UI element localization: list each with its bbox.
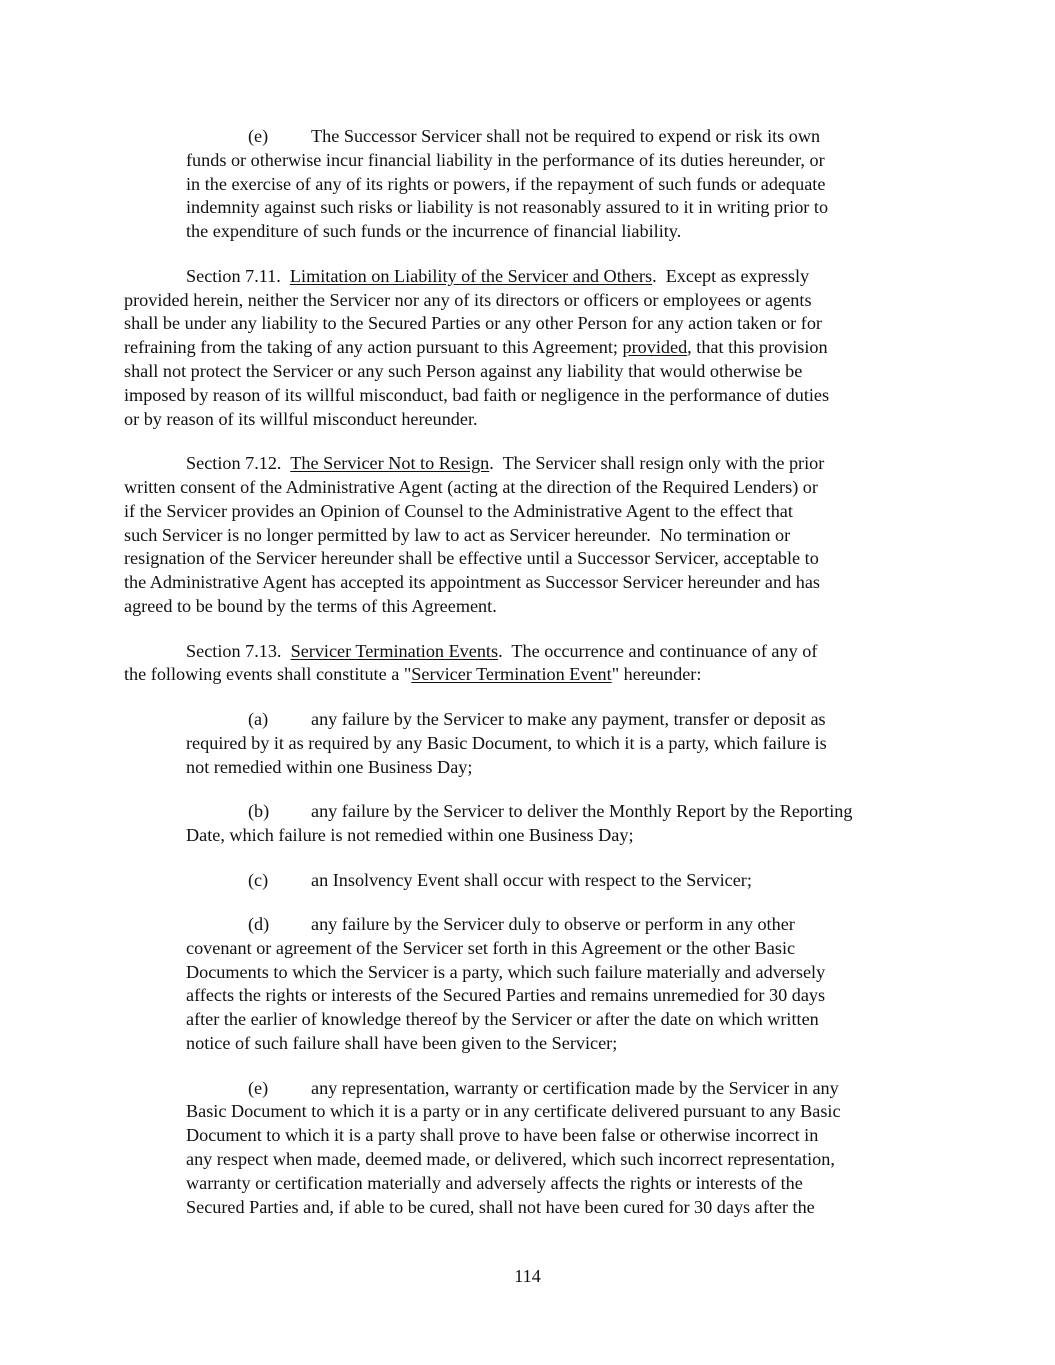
text-segment: Basic Document to which it is a party or in any certificate delivered pursuant to any Basic [186,1101,841,1122]
clause-paragraph [186,1077,934,1220]
text-line [186,984,934,1008]
text-line [124,336,934,360]
text-line [186,869,934,893]
text-line [186,1008,934,1032]
text-segment: such Servicer is no longer permitted by law to act as Servicer hereunder. No termination or [124,524,791,545]
text-line [124,640,934,664]
text-segment: not remedied within one Business Day; [186,756,473,777]
section-paragraph [124,265,934,432]
text-segment: or by reason of its willful misconduct hereunder. [124,408,478,429]
text-line [124,571,934,595]
text-line [124,312,934,336]
text-line [186,1077,934,1101]
text-line [186,732,934,756]
text-line [186,220,934,244]
section-paragraph [124,452,934,619]
text-segment: " hereunder: [611,664,702,685]
clause-label: (a) [248,708,269,729]
text-line [186,1124,934,1148]
text-segment: . Except as expressly [652,265,810,286]
text-line [186,149,934,173]
text-line [124,595,934,619]
text-segment: Documents to which the Servicer is a party, which such failure materially and adversely [186,961,826,982]
text-segment: the expenditure of such funds or the incurrence of financial liability. [186,221,682,242]
text-line [186,937,934,961]
text-segment: the following events shall constitute a " [124,664,412,685]
text-segment: . The Servicer shall resign only with the prior [489,453,825,474]
text-line [186,1100,934,1124]
text-segment: The Successor Servicer shall not be required to expend or risk its own [311,126,821,146]
defined-term-heading: Limitation on Liability of the Servicer and Others [289,265,653,286]
text-segment: , that this provision [687,337,828,358]
text-line [186,1172,934,1196]
document-body [124,125,934,1240]
text-segment: any representation, warranty or certification made by the Servicer in any [311,1077,839,1098]
text-segment: funds or otherwise incur financial liability in the performance of its duties hereunder, or [186,149,825,170]
defined-term-heading: The Servicer Not to Resign [290,453,490,474]
text-line [124,408,934,432]
text-segment: in the exercise of any of its rights or powers, if the repayment of such funds or adequate [186,173,826,194]
text-segment: refraining from the taking of any action pursuant to this Agreement; [124,337,623,358]
text-segment: agreed to be bound by the terms of this Agreement. [124,595,497,616]
text-line [124,384,934,408]
text-line [186,824,934,848]
text-line [124,452,934,476]
text-segment: if the Servicer provides an Opinion of Counsel to the Administrative Agent to the effect that [124,500,793,521]
text-line [186,125,934,149]
text-segment: affects the rights or interests of the Secured Parties and remains unremedied for 30 days [186,985,826,1006]
text-line [186,756,934,780]
text-segment: after the earlier of knowledge thereof by the Servicer or after the date on which written [186,1009,819,1030]
defined-term-heading: Servicer Termination Events [290,640,499,661]
text-line [186,1148,934,1172]
text-segment: Section 7.12. [186,453,291,474]
text-line [124,547,934,571]
defined-term-heading: provided [622,337,688,358]
text-segment: any failure by the Servicer to make any payment, transfer or deposit as [311,708,826,729]
text-segment: any failure by the Servicer duly to observe or perform in any other [311,914,795,935]
text-segment: . The occurrence and continuance of any of [498,640,818,661]
text-line [124,289,934,313]
clause-paragraph [186,869,934,893]
text-segment: imposed by reason of its willful misconduct, bad faith or negligence in the performance of duties [124,384,830,405]
text-segment: Secured Parties and, if able to be cured, shall not have been cured for 30 days after the [186,1196,815,1217]
clause-paragraph [186,800,934,848]
text-segment: provided herein, neither the Servicer nor any of its directors or officers or employees or agents [124,289,812,310]
text-segment: notice of such failure shall have been given to the Servicer; [186,1033,618,1054]
clause-label: (b) [248,801,270,822]
clause-label: (e) [248,126,269,146]
text-line [186,173,934,197]
text-line [124,500,934,524]
text-line [186,961,934,985]
text-segment: any failure by the Servicer to deliver the Monthly Report by the Reporting [311,801,853,822]
text-segment: the Administrative Agent has accepted its appointment as Successor Servicer hereunder and has [124,572,820,593]
clause-paragraph [186,125,934,244]
section-paragraph [124,640,934,688]
clause-label: (d) [248,914,270,935]
text-segment: Document to which it is a party shall prove to have been false or otherwise incorrect in [186,1125,819,1146]
text-line [186,800,934,824]
text-segment: written consent of the Administrative Agent (acting at the direction of the Required Lenders) or [124,476,818,497]
text-segment: resignation of the Servicer hereunder shall be effective until a Successor Servicer, acceptable to [124,548,819,569]
text-line [186,1196,934,1220]
text-segment: an Insolvency Event shall occur with respect to the Servicer; [311,869,752,890]
text-segment: any respect when made, deemed made, or delivered, which such incorrect representation, [186,1149,835,1170]
text-line [124,360,934,384]
text-segment: Date, which failure is not remedied within one Business Day; [186,824,634,845]
text-line [186,913,934,937]
text-segment: shall be under any liability to the Secured Parties or any other Person for any action taken or for [124,313,822,334]
text-segment: Section 7.13. [186,640,291,661]
defined-term-heading: Servicer Termination Event [411,664,612,685]
text-line [124,265,934,289]
text-line [186,1032,934,1056]
text-segment: warranty or certification materially and adversely affects the rights or interests of the [186,1172,803,1193]
text-line [124,663,934,687]
text-segment: required by it as required by any Basic Document, to which it is a party, which failure is [186,732,827,753]
text-line [186,708,934,732]
text-segment: Section 7.11. [186,265,290,286]
page-number: 114 [514,1266,541,1286]
clause-label: (c) [248,869,269,890]
text-line [186,196,934,220]
text-line [124,524,934,548]
clause-paragraph [186,708,934,779]
text-segment: indemnity against such risks or liability is not reasonably assured to it in writing prior to [186,197,829,218]
text-segment: shall not protect the Servicer or any such Person against any liability that would otherwise be [124,360,803,381]
clause-label: (e) [248,1077,269,1098]
text-line [124,476,934,500]
text-segment: covenant or agreement of the Servicer set forth in this Agreement or the other Basic [186,937,796,958]
clause-paragraph [186,913,934,1056]
